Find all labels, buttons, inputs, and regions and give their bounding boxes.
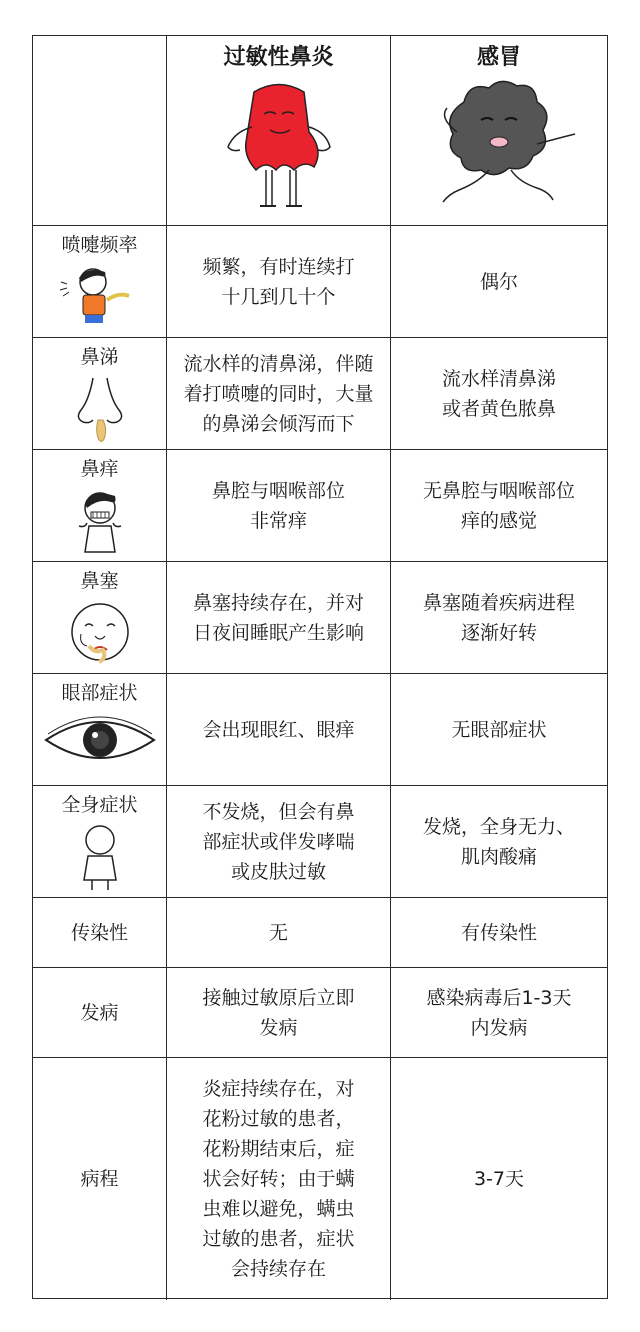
cold-text: 无鼻腔与咽喉部位 痒的感觉: [422, 479, 575, 532]
feature-cell: [33, 450, 167, 561]
allergy-text: 会出现眼红、眼痒: [202, 718, 355, 741]
table-row: [33, 674, 607, 786]
itchy-boy-icon: [65, 486, 135, 558]
allergy-text: 流水样的清鼻涕，伴随 着打喷嚏的同时，大量 的鼻涕会倾泻而下: [183, 352, 374, 435]
cold-text: 鼻塞随着疾病进程 逐渐好转: [422, 591, 575, 644]
header-cold-cell: [391, 36, 607, 225]
allergy-text: 无: [268, 921, 288, 944]
feature-cell: [33, 674, 167, 785]
allergy-cell: [167, 786, 391, 897]
cold-cell: [391, 1058, 607, 1300]
cold-virus-character-icon: [419, 72, 579, 212]
allergy-text: 鼻腔与咽喉部位 非常痒: [211, 479, 345, 532]
feature-label: 全身症状: [61, 794, 138, 816]
feature-label: 鼻痒: [80, 458, 119, 480]
table-row: [33, 226, 607, 338]
allergy-cell: [167, 338, 391, 449]
allergy-cell: [167, 226, 391, 337]
feature-label: 鼻涕: [80, 346, 119, 368]
cold-text: 发烧，全身无力、 肌肉酸痛: [422, 815, 575, 868]
allergy-text: 接触过敏原后立即 发病: [202, 986, 355, 1039]
table-row: [33, 562, 607, 674]
cold-cell: [391, 674, 607, 785]
cold-text: 流水样清鼻涕 或者黄色脓鼻: [441, 367, 556, 420]
cold-cell: [391, 968, 607, 1057]
allergy-text: 不发烧，但会有鼻 部症状或伴发哮喘 或皮肤过敏: [202, 800, 355, 883]
cold-text: 3-7天: [473, 1168, 525, 1190]
stuffy-nose-face-icon: [65, 598, 135, 670]
header-empty-cell: [33, 36, 167, 225]
feature-cell: [33, 786, 167, 897]
allergy-cell: [167, 968, 391, 1057]
table-row: [33, 450, 607, 562]
cold-text: 有传染性: [460, 921, 537, 944]
header-allergy-cell: [167, 36, 391, 225]
table-row: [33, 1058, 607, 1300]
sneezing-boy-icon: [57, 262, 143, 328]
allergy-cell: [167, 898, 391, 967]
allergy-text: 频繁，有时连续打 十几到几十个: [202, 255, 355, 308]
feature-label: 病程: [80, 1168, 119, 1190]
allergy-cell: [167, 562, 391, 673]
cold-cell: [391, 450, 607, 561]
feature-cell: [33, 338, 167, 449]
feature-label: 发病: [80, 1001, 119, 1024]
feature-cell: [33, 1058, 167, 1300]
cold-text: 感染病毒后1-3天 内发病: [426, 986, 572, 1039]
table-row: [33, 968, 607, 1058]
header-row: [33, 36, 607, 226]
cold-text: 偶尔: [479, 270, 518, 293]
eye-icon: [42, 710, 158, 770]
feature-cell: [33, 898, 167, 967]
cold-cell: [391, 786, 607, 897]
allergy-text: 鼻塞持续存在，并对 日夜间睡眠产生影响: [192, 591, 364, 644]
feature-label: 传染性: [70, 921, 128, 944]
cold-cell: [391, 898, 607, 967]
feature-label: 鼻塞: [80, 570, 119, 592]
table-row: [33, 338, 607, 450]
cold-title: 感冒: [476, 45, 521, 70]
cold-text: 无眼部症状: [451, 718, 547, 741]
allergy-text: 炎症持续存在，对 花粉过敏的患者， 花粉期结束后，症 状会好转；由于螨 虫难以避免，螨虫 过敏的患者，症状 会持续存在: [202, 1078, 355, 1280]
comparison-table: [32, 35, 608, 1299]
allergy-cell: [167, 450, 391, 561]
cold-cell: [391, 338, 607, 449]
feature-label: 喷嚏频率: [61, 234, 138, 256]
feature-cell: [33, 562, 167, 673]
feature-cell: [33, 968, 167, 1057]
feature-label: 眼部症状: [61, 682, 138, 704]
cold-cell: [391, 562, 607, 673]
allergy-title: 过敏性鼻炎: [223, 45, 334, 70]
allergy-cell: [167, 674, 391, 785]
allergy-cell: [167, 1058, 391, 1300]
table-row: [33, 786, 607, 898]
runny-nose-icon: [65, 374, 135, 446]
table-row: [33, 898, 607, 968]
allergy-nose-character-icon: [214, 72, 344, 212]
cold-cell: [391, 226, 607, 337]
body-figure-icon: [70, 822, 130, 894]
feature-cell: [33, 226, 167, 337]
